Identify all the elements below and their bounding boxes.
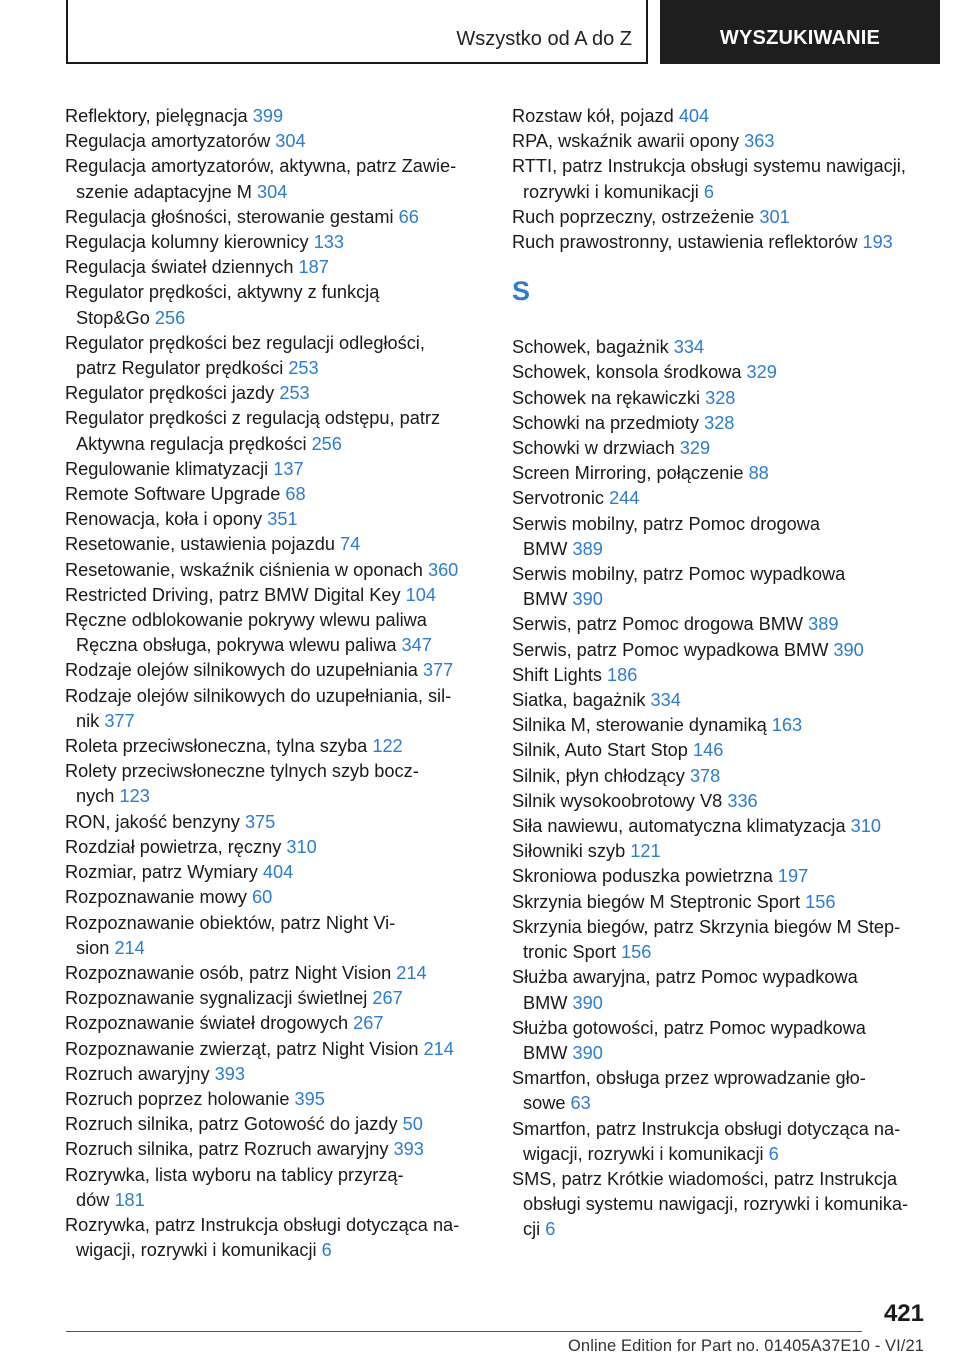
index-entry [65,230,485,255]
index-entry [512,612,936,637]
page-reference-link[interactable]: 360 [427,559,459,580]
section-letter: S [512,276,531,307]
index-entry-term: RPA, wskaźnik awarii opony [512,131,740,152]
page-reference-link[interactable]: 404 [262,862,294,883]
index-entry [65,860,485,885]
index-entry [512,486,936,511]
index-entry-term: Silnik, Auto Start Stop [512,740,688,761]
index-entry-term: Serwis, patrz Pomoc wypadkowa BMW [512,639,829,660]
page-reference-link[interactable]: 304 [275,131,306,152]
index-entry-term: Schowek, bagażnik [512,337,669,358]
page-reference-link[interactable]: 74 [340,534,361,555]
index-entry-term: dów [76,1189,110,1210]
index-entry [512,512,936,562]
index-entry [65,532,485,557]
index-entry-term: Regulator prędkości jazdy [65,383,275,404]
page-reference-link[interactable]: 328 [705,387,736,408]
page-reference-link[interactable]: 133 [313,232,345,253]
index-entry [65,1163,485,1213]
index-entry-term: Regulacja amortyzatorów [65,131,271,152]
index-entry [512,663,936,688]
index-entry-term: Regulator prędkości, aktywny z funkcją [65,282,380,303]
page-reference-link[interactable]: 377 [104,710,135,731]
page-reference-link[interactable]: 336 [727,790,758,811]
index-entry [512,335,936,360]
page-reference-link[interactable]: 68 [285,484,306,505]
index-entry-term: obsługi systemu nawigacji, rozrywki i komunika‐ [523,1194,909,1215]
page-reference-link[interactable]: 104 [405,584,436,605]
page-reference-link[interactable]: 363 [744,131,775,152]
index-entry-term: Rodzaje olejów silnikowych do uzupełniania, sil‐ [65,685,452,706]
search-tab-label: WYSZUKIWANIE [719,27,881,49]
index-entry-term: RON, jakość benzyny [65,811,240,832]
index-entry [512,411,936,436]
index-column-left [65,104,485,1263]
index-entry [512,129,936,154]
page-reference-link[interactable]: 393 [393,1139,424,1160]
page-reference-link[interactable]: 301 [759,206,790,227]
index-entry [65,255,485,280]
index-entry [512,562,936,612]
index-entry [512,386,936,411]
index-entry-term: Siatka, bagażnik [512,690,646,711]
page-reference-link[interactable]: 253 [288,358,319,379]
index-entry-term: Regulator prędkości bez regulacji odległości, [65,332,425,353]
index-entry [512,1117,936,1167]
index-entry [65,835,485,860]
index-entry-term: nik [76,710,100,731]
page-reference-link[interactable]: 244 [609,488,640,509]
index-entry-term: Remote Software Upgrade [65,484,281,505]
index-entry-term: Silnik wysokoobrotowy V8 [512,790,723,811]
page-reference-link[interactable]: 378 [689,765,721,786]
index-entry-term: Ruch poprzeczny, ostrzeżenie [512,206,755,227]
index-entry-term: Ręczna obsługa, pokrywa wlewu paliwa [76,635,397,656]
page-reference-link[interactable]: 389 [572,538,603,559]
index-entry [65,482,485,507]
index-entry-term: RTTI, patrz Instrukcja obsługi systemu nawigacji, [512,156,906,177]
page-reference-link[interactable]: 193 [862,232,893,253]
index-entry [512,230,936,255]
index-entry-term: Regulacja kolumny kierownicy [65,232,309,253]
page-reference-link[interactable]: 404 [678,106,710,126]
index-entry [65,1213,485,1263]
index-entry-term: Służba awaryjna, patrz Pomoc wypadkowa [512,967,858,988]
page-reference-link[interactable]: 88 [748,463,769,484]
page-reference-link[interactable]: 186 [607,664,638,685]
index-entry [65,658,485,683]
index-entry-term: Rozpoznawanie osób, patrz Night Vision [65,962,392,983]
page-reference-link[interactable]: 351 [267,509,298,530]
index-entry [65,104,485,129]
index-entry-term: Służba gotowości, patrz Pomoc wypadkowa [512,1017,866,1038]
index-entry [65,1062,485,1087]
page-reference-link[interactable]: 395 [294,1088,325,1109]
page-reference-link[interactable]: 256 [154,307,186,328]
index-entry [65,381,485,406]
index-entry [65,331,485,381]
page-reference-link[interactable]: 156 [621,942,652,963]
index-entry-term: Aktywna regulacja prędkości [76,433,307,454]
index-entry-term: Schowki na przedmioty [512,412,700,433]
page-reference-link[interactable]: 123 [119,786,150,807]
page-reference-link[interactable]: 390 [572,1042,603,1063]
index-entry [512,965,936,1015]
index-entry [512,764,936,789]
section-tab-label: Wszystko od A do Z [456,28,632,50]
page-reference-link[interactable]: 329 [746,362,777,383]
section-tab[interactable] [66,0,648,64]
page-reference-link[interactable]: 267 [372,988,403,1009]
index-entry-term: szenie adaptacyjne M [76,181,252,202]
index-entry [65,810,485,835]
page-reference-link[interactable]: 389 [808,614,839,635]
index-entry-term: SMS, patrz Krótkie wiadomości, patrz Instrukcja [512,1168,898,1189]
page-reference-link[interactable]: 334 [673,337,705,358]
index-entry-term: Rozruch awaryjny [65,1063,210,1084]
index-entry [512,461,936,486]
index-entry [65,1137,485,1162]
index-entry-term: Regulacja głośności, sterowanie gestami [65,206,394,227]
index-entry-term: Regulowanie klimatyzacji [65,458,269,479]
page-reference-link[interactable]: 310 [850,816,882,837]
page-reference-link[interactable]: 146 [692,740,724,761]
index-entry-term: Rozrywka, patrz Instrukcja obsługi dotycząca na‐ [65,1214,460,1235]
index-entry-term: Servotronic [512,488,604,509]
index-entry-term: Regulacja amortyzatorów, aktywna, patrz Zawie‐ [65,156,457,177]
page-reference-link[interactable]: 256 [311,433,342,454]
page-reference-link[interactable]: 390 [833,639,864,660]
index-entry-term: Rozruch silnika, patrz Rozruch awaryjny [65,1139,389,1160]
index-entry-term: Rozruch silnika, patrz Gotowość do jazdy [65,1114,398,1135]
page-reference-link[interactable]: 6 [321,1240,332,1261]
page-reference-link[interactable]: 6 [768,1143,779,1164]
index-entry [65,911,485,961]
index-entry-term: Rozpoznawanie zwierząt, patrz Night Vision [65,1038,419,1059]
page-reference-link[interactable]: 63 [570,1093,591,1114]
page-reference-link[interactable]: 66 [398,206,419,227]
index-entry [65,154,485,204]
index-entry [65,759,485,809]
index-entry-term: Rozpoznawanie świateł drogowych [65,1013,349,1034]
index-entry [65,406,485,456]
index-entry [512,154,936,204]
page-reference-link[interactable]: 328 [704,412,735,433]
index-entry-term: Regulator prędkości z regulacją odstępu, patrz [65,408,441,429]
page-reference-link[interactable]: 6 [545,1219,556,1240]
page-reference-link[interactable]: 347 [401,635,432,656]
index-entry-term: Rozdział powietrza, ręczny [65,836,282,857]
page-reference-link[interactable]: 122 [372,736,403,757]
page-reference-link[interactable]: 137 [273,458,304,479]
index-entry [512,738,936,763]
page-reference-link[interactable]: 399 [252,106,284,126]
index-entry-term: Restricted Driving, patrz BMW Digital Key [65,584,401,605]
index-entry-term: cji [523,1219,541,1240]
index-entry [65,1037,485,1062]
index-entry-term: Rozpoznawanie sygnalizacji świetlnej [65,988,368,1009]
index-entry-term: BMW [523,992,568,1013]
index-entry [65,205,485,230]
index-entry-term: Resetowanie, wskaźnik ciśnienia w oponach [65,559,423,580]
index-entry-term: Skroniowa poduszka powietrzna [512,866,773,887]
index-entry-term: Rozpoznawanie mowy [65,887,247,908]
index-entry-term: BMW [523,1042,568,1063]
index-entry-term: Smartfon, patrz Instrukcja obsługi dotycząca na‐ [512,1118,901,1139]
index-entry [512,104,936,129]
index-entry [65,558,485,583]
index-entry [65,885,485,910]
page-reference-link[interactable]: 6 [703,181,715,202]
page-number: 421 [883,1300,924,1327]
index-entry [512,638,936,663]
index-entry-term: Rozrywka, lista wyboru na tablicy przyrzą‐ [65,1164,404,1185]
index-entry-term: Schowki w drzwiach [512,438,675,459]
index-entry-term: Rolety przeciwsłoneczne tylnych szyb bocz‐ [65,761,419,782]
index-entry-term: tronic Sport [523,942,616,963]
page-reference-link[interactable]: 375 [244,811,276,832]
index-entry [512,360,936,385]
index-entry-term: Siłowniki szyb [512,841,626,862]
index-entry [65,734,485,759]
page-reference-link[interactable]: 60 [252,887,273,908]
index-entry [65,608,485,658]
index-entry [65,457,485,482]
search-tab[interactable] [660,0,940,64]
index-entry-term: wigacji, rozrywki i komunikacji [76,1240,317,1261]
index-entry [65,129,485,154]
page-reference-link[interactable]: 156 [805,891,836,912]
index-group-r [512,104,936,255]
index-entry-term: wigacji, rozrywki i komunikacji [523,1143,764,1164]
index-entry-term: patrz Regulator prędkości [76,358,284,379]
index-entry-term: Reflektory, pielęgnacja [65,106,248,126]
index-entry-term: Roleta przeciwsłoneczna, tylna szyba [65,736,368,757]
index-entry [65,507,485,532]
index-entry-term: Renowacja, koła i opony [65,509,263,530]
index-entry-term: Smartfon, obsługa przez wprowadzanie gło‐ [512,1068,866,1089]
index-entry [65,280,485,330]
index-entry [512,890,936,915]
page-reference-link[interactable]: 334 [650,690,681,711]
page-reference-link[interactable]: 214 [423,1038,454,1059]
index-entry-term: BMW [523,538,568,559]
index-entry-term: Rozstaw kół, pojazd [512,106,674,126]
page-reference-link[interactable]: 329 [679,438,711,459]
index-entry [65,1112,485,1137]
index-column-right [512,104,936,1243]
index-entry-term: Stop&Go [76,307,150,328]
index-entry-term: Rozmiar, patrz Wymiary [65,862,258,883]
index-entry-term: BMW [523,589,568,610]
index-entry-term: Silnik, płyn chłodzący [512,765,685,786]
index-entry-term: rozrywki i komunikacji [523,181,699,202]
page-reference-link[interactable]: 390 [572,589,603,610]
index-entry [512,839,936,864]
index-entry-term: Resetowanie, ustawienia pojazdu [65,534,335,555]
index-entry-term: Serwis mobilny, patrz Pomoc wypadkowa [512,564,846,585]
index-entry-term: sion [76,937,110,958]
page-reference-link[interactable]: 181 [114,1189,145,1210]
index-entry [65,961,485,986]
index-entry-term: Shift Lights [512,664,602,685]
index-entry-term: Rozruch poprzez holowanie [65,1088,290,1109]
page-reference-link[interactable]: 310 [286,836,317,857]
index-entry-term: Schowek, konsola środkowa [512,362,742,383]
index-entry-term: Skrzynia biegów M Steptronic Sport [512,891,801,912]
page-reference-link[interactable]: 393 [214,1063,245,1084]
index-group-s [512,335,936,1242]
page-reference-link[interactable]: 267 [353,1013,384,1034]
page-reference-link[interactable]: 163 [771,715,803,736]
index-entry-term: Serwis mobilny, patrz Pomoc drogowa [512,513,820,534]
index-entry [512,864,936,889]
page-reference-link[interactable]: 197 [777,866,809,887]
index-entry [512,436,936,461]
index-entry [512,1167,936,1243]
index-entry [512,205,936,230]
footer-divider [66,1331,862,1332]
index-entry [65,1011,485,1036]
index-entry [512,1016,936,1066]
page-reference-link[interactable]: 390 [572,992,603,1013]
index-entry-term: sowe [523,1093,566,1114]
page-reference-link[interactable]: 187 [298,257,329,278]
edition-info: Online Edition for Part no. 01405A37E10 - VI/21 [567,1337,924,1355]
index-entry [65,684,485,734]
page-reference-link[interactable]: 304 [256,181,288,202]
page-reference-link[interactable]: 253 [279,383,310,404]
index-entry [65,986,485,1011]
index-entry-term: Skrzynia biegów, patrz Skrzynia biegów M Step‐ [512,916,901,937]
index-entry-term: Schowek na rękawiczki [512,387,701,408]
index-entry-term: Serwis, patrz Pomoc drogowa BMW [512,614,804,635]
page-reference-link[interactable]: 50 [402,1114,423,1135]
page-reference-link[interactable]: 214 [114,937,145,958]
page-reference-link[interactable]: 377 [422,660,454,681]
index-entry [512,915,936,965]
index-entry [65,1087,485,1112]
page-reference-link[interactable]: 214 [396,962,427,983]
index-entry-term: Silnika M, sterowanie dynamiką [512,715,767,736]
index-entry-term: Siła nawiewu, automatyczna klimatyzacja [512,816,846,837]
index-entry [512,713,936,738]
page-reference-link[interactable]: 121 [630,841,661,862]
index-entry-term: Rozpoznawanie obiektów, patrz Night Vi‐ [65,912,396,933]
index-entry [512,688,936,713]
index-entry-term: Rodzaje olejów silnikowych do uzupełniania [65,660,418,681]
index-entry [512,789,936,814]
index-entry-term: Screen Mirroring, połączenie [512,463,744,484]
index-entry [512,1066,936,1116]
index-entry-term: Ręczne odblokowanie pokrywy wlewu paliwa [65,610,427,631]
index-entry-term: nych [76,786,115,807]
index-entry [512,814,936,839]
index-entry-term: Regulacja świateł dziennych [65,257,294,278]
index-entry-term: Ruch prawostronny, ustawienia reflektorów [512,232,858,253]
index-entry [65,583,485,608]
